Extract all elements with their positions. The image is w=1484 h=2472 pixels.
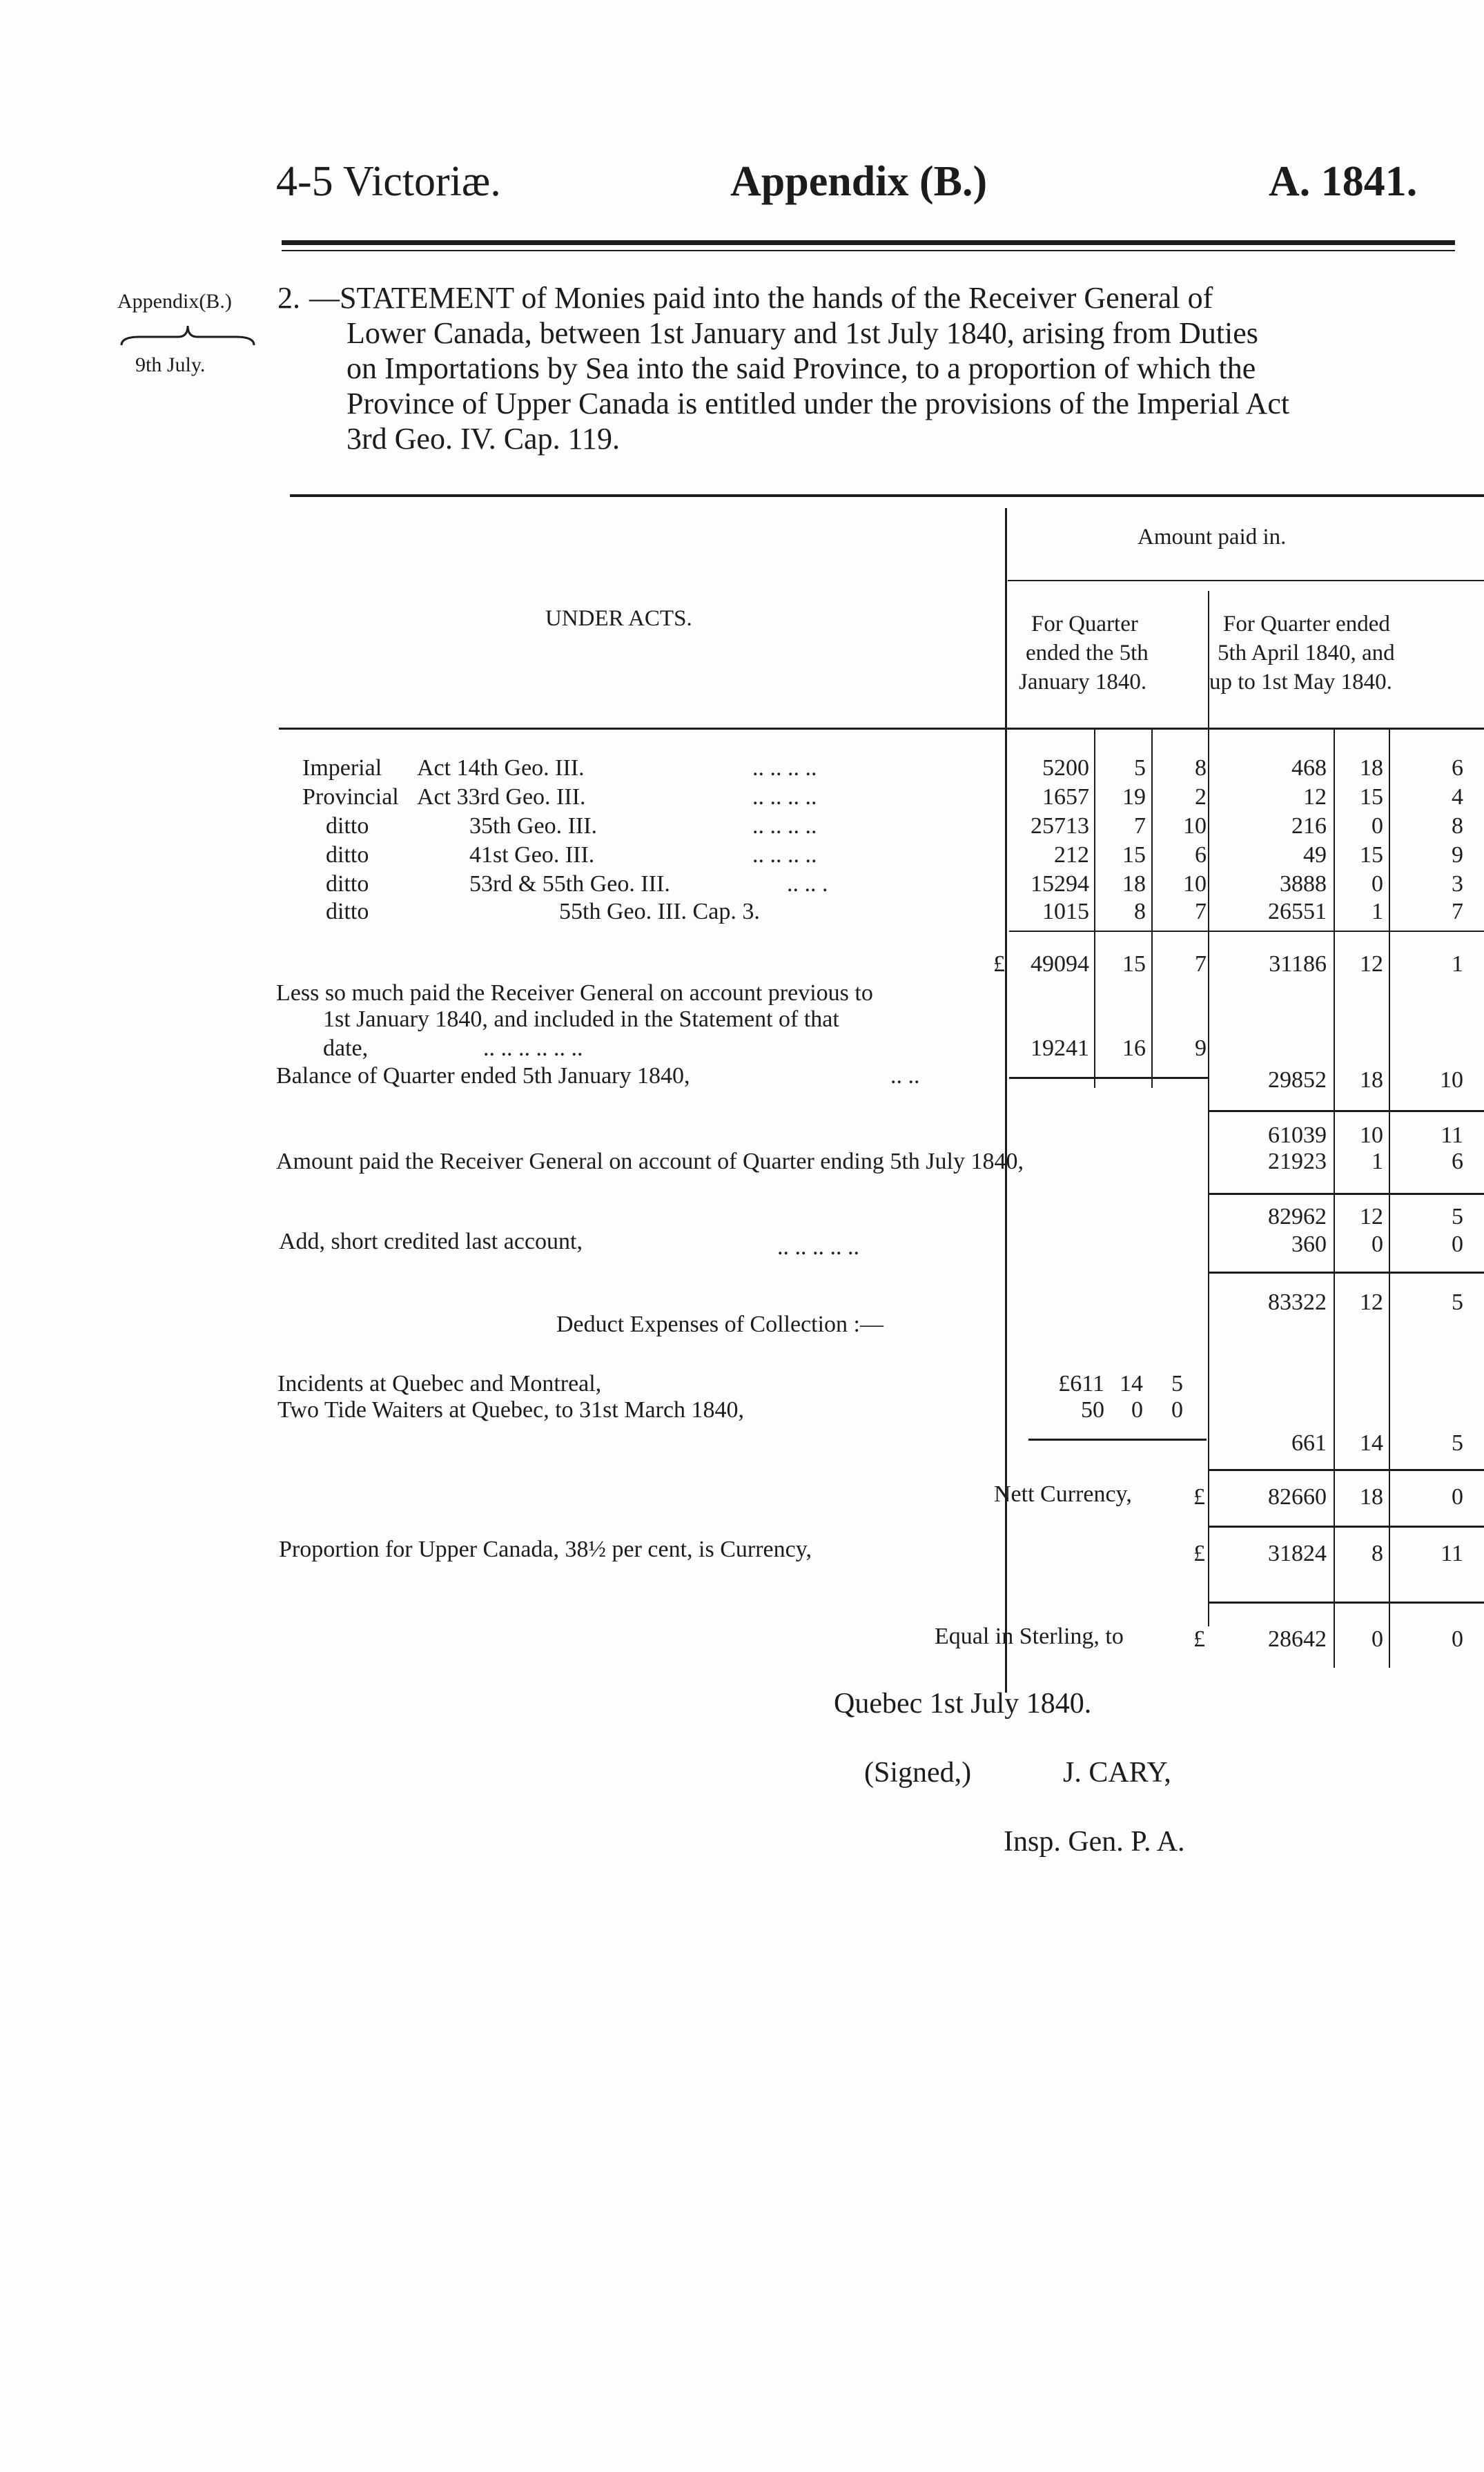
act-6-q1-shillings: 8 <box>1134 899 1146 924</box>
act-2-q1-shillings: 19 <box>1122 784 1146 810</box>
margin-appendix-label: Appendix(B.) <box>117 290 232 313</box>
tide-shillings: 0 <box>1131 1397 1143 1423</box>
intro-line-5: 3rd Geo. IV. Cap. 119. <box>346 422 620 456</box>
proportion-pound-sign: £ <box>1193 1541 1205 1566</box>
totals-q2-shillings: 12 <box>1360 951 1383 977</box>
totals-q1-pounds: 49094 <box>1031 951 1089 977</box>
balance-dots: .. .. <box>890 1063 920 1089</box>
act-1-q2-pence: 6 <box>1452 755 1463 781</box>
act-4-q2-shillings: 15 <box>1360 842 1383 868</box>
under-acts-heading: UNDER ACTS. <box>545 606 692 631</box>
intro-line-3: on Importations by Sea into the said Province, to a proportion of which the <box>346 351 1256 385</box>
tide-pence: 0 <box>1171 1397 1183 1423</box>
amount-paid-heading: Amount paid in. <box>1138 525 1287 549</box>
act-2-q1-pounds: 1657 <box>1042 784 1089 810</box>
balance-q2-shillings: 18 <box>1360 1067 1383 1093</box>
less-line-1: Less so much paid the Receiver General on account previous to <box>276 980 873 1006</box>
acts-total-rule <box>1009 931 1484 932</box>
totals-pound-sign: £ <box>993 951 1005 977</box>
act-3-q1-shillings: 7 <box>1134 813 1146 839</box>
q1-col-line-a <box>1094 729 1095 1088</box>
act-6-q2-pence: 7 <box>1452 899 1463 924</box>
tide-pounds: 50 <box>1081 1397 1104 1423</box>
expenses-rule <box>1028 1439 1207 1441</box>
act-row-6-a: ditto <box>326 899 369 924</box>
act-5-q2-shillings: 0 <box>1371 871 1383 897</box>
statement-number: 2. <box>277 281 300 315</box>
act-3-q2-pence: 8 <box>1452 813 1463 839</box>
act-row-4-b: 41st Geo. III. <box>469 842 595 868</box>
totals-q2-pence: 1 <box>1452 951 1463 977</box>
act-5-q2-pence: 3 <box>1452 871 1463 897</box>
act-row-1-b: Act 14th Geo. III. <box>417 755 585 781</box>
less-line-3: date, <box>323 1035 369 1061</box>
sterling-shillings: 0 <box>1371 1626 1383 1652</box>
q2-header-1: For Quarter ended <box>1223 612 1390 636</box>
subtotal2-pence: 5 <box>1452 1204 1463 1229</box>
header-right: A. 1841. <box>1269 158 1418 205</box>
act-1-q1-pence: 8 <box>1195 755 1207 781</box>
header-rule-thin <box>282 250 1455 251</box>
intro-line-1: —STATEMENT of Monies paid into the hands of the Receiver General of <box>309 281 1213 315</box>
deduct-heading: Deduct Expenses of Collection :— <box>556 1312 884 1337</box>
proportion-pence: 11 <box>1441 1541 1463 1566</box>
tide-label: Two Tide Waiters at Quebec, to 31st March 1840, <box>277 1397 745 1423</box>
subtotal1-pounds: 61039 <box>1268 1122 1327 1148</box>
act-row-1-dots: .. .. .. .. <box>752 755 817 781</box>
act-2-q2-pence: 4 <box>1452 784 1463 810</box>
act-3-q2-pounds: 216 <box>1291 813 1327 839</box>
act-2-q2-pounds: 12 <box>1303 784 1327 810</box>
table-vline-q2 <box>1208 591 1209 1626</box>
add-label: Add, short credited last account, <box>279 1229 583 1254</box>
incidents-pence: 5 <box>1171 1371 1183 1396</box>
act-4-q2-pounds: 49 <box>1303 842 1327 868</box>
q1-col-line-b <box>1151 729 1153 1088</box>
act-row-5-dots: .. .. . <box>787 871 828 897</box>
act-row-3-dots: .. .. .. .. <box>752 813 817 839</box>
sterling-label: Equal in Sterling, to <box>935 1624 1124 1649</box>
act-4-q2-pence: 9 <box>1452 842 1463 868</box>
proportion-rule <box>1209 1526 1484 1528</box>
table-top-rule <box>290 494 1484 497</box>
act-6-q2-pounds: 26551 <box>1268 899 1327 924</box>
balance-q2-pence: 10 <box>1440 1067 1463 1093</box>
totals-q2-pounds: 31186 <box>1269 951 1327 977</box>
table-amount-rule <box>1008 580 1484 581</box>
expenses-shillings: 14 <box>1360 1430 1383 1456</box>
subtotal1-pence: 11 <box>1441 1122 1463 1148</box>
less-q1-pounds: 19241 <box>1031 1035 1089 1061</box>
act-5-q1-shillings: 18 <box>1122 871 1146 897</box>
intro-line-4: Province of Upper Canada is entitled under the provisions of the Imperial Act <box>346 387 1290 420</box>
subtotal2-rule <box>1209 1193 1484 1195</box>
act-5-q2-pounds: 3888 <box>1280 871 1327 897</box>
act-4-q1-shillings: 15 <box>1122 842 1146 868</box>
amount-paid-label: Amount paid the Receiver General on account of Quarter ending 5th July 1840, <box>276 1149 1024 1174</box>
subtotal1-shillings: 10 <box>1360 1122 1383 1148</box>
act-3-q1-pence: 10 <box>1183 813 1207 839</box>
act-row-2-b: Act 33rd Geo. III. <box>417 784 586 810</box>
proportion-pounds: 31824 <box>1268 1541 1327 1566</box>
act-5-q1-pence: 10 <box>1183 871 1207 897</box>
act-5-q1-pounds: 15294 <box>1031 871 1089 897</box>
act-2-q2-shillings: 15 <box>1360 784 1383 810</box>
subtotal2-shillings: 12 <box>1360 1204 1383 1229</box>
act-3-q1-pounds: 25713 <box>1031 813 1089 839</box>
act-row-5-b: 53rd & 55th Geo. III. <box>469 871 670 897</box>
incidents-label: Incidents at Quebec and Montreal, <box>277 1371 602 1396</box>
header-rule-thick <box>282 240 1455 245</box>
expenses-pence: 5 <box>1452 1430 1463 1456</box>
act-1-q1-pounds: 5200 <box>1042 755 1089 781</box>
act-1-q2-shillings: 18 <box>1360 755 1383 781</box>
act-row-2-a: Provincial <box>302 784 399 810</box>
margin-brace <box>119 322 257 349</box>
place-date: Quebec 1st July 1840. <box>834 1688 1092 1720</box>
balance-rule-q1 <box>1009 1077 1208 1079</box>
subtotal2-pounds: 82962 <box>1268 1204 1327 1229</box>
balance-label: Balance of Quarter ended 5th January 1840, <box>276 1063 690 1089</box>
q2-header-2: 5th April 1840, and <box>1218 641 1395 665</box>
act-6-q1-pence: 7 <box>1195 899 1207 924</box>
amount-paid-shillings: 1 <box>1371 1149 1383 1174</box>
subtotal3-shillings: 12 <box>1360 1289 1383 1315</box>
signed-label: (Signed,) <box>864 1757 972 1789</box>
expenses-pounds: 661 <box>1291 1430 1327 1456</box>
q1-header-2: ended the 5th <box>1026 641 1149 665</box>
signatory-name: J. CARY, <box>1063 1757 1171 1789</box>
act-row-5-a: ditto <box>326 871 369 897</box>
act-3-q2-shillings: 0 <box>1371 813 1383 839</box>
signatory-title: Insp. Gen. P. A. <box>1004 1826 1185 1858</box>
sterling-rule <box>1209 1602 1484 1604</box>
intro-line-2: Lower Canada, between 1st January and 1st July 1840, arising from Duties <box>346 316 1258 350</box>
header-left: 4-5 Victoriæ. <box>276 158 501 205</box>
less-q1-shillings: 16 <box>1122 1035 1146 1061</box>
add-shillings: 0 <box>1371 1232 1383 1257</box>
less-dots: .. .. .. .. .. .. <box>483 1035 583 1061</box>
nett-pounds: 82660 <box>1268 1484 1327 1510</box>
proportion-shillings: 8 <box>1371 1541 1383 1566</box>
amount-paid-pence: 6 <box>1452 1149 1463 1174</box>
act-row-6-b: 55th Geo. III. Cap. 3. <box>559 899 760 924</box>
table-vline-main <box>1005 508 1007 1693</box>
add-dots: .. .. .. .. .. <box>777 1234 859 1260</box>
act-4-q1-pounds: 212 <box>1054 842 1089 868</box>
incidents-pounds: £611 <box>1058 1371 1104 1396</box>
table-head-rule <box>279 728 1484 730</box>
subtotal3-rule <box>1209 1272 1484 1274</box>
act-row-4-a: ditto <box>326 842 369 868</box>
act-row-1-a: Imperial <box>302 755 382 781</box>
nett-label: Nett Currency, <box>994 1481 1132 1507</box>
subtotal3-pence: 5 <box>1452 1289 1463 1315</box>
act-2-q1-pence: 2 <box>1195 784 1207 810</box>
nett-pound-sign: £ <box>1193 1484 1205 1510</box>
act-row-3-a: ditto <box>326 813 369 839</box>
act-6-q2-shillings: 1 <box>1371 899 1383 924</box>
act-1-q2-pounds: 468 <box>1291 755 1327 781</box>
add-pence: 0 <box>1452 1232 1463 1257</box>
q1-header-3: January 1840. <box>1019 670 1147 694</box>
act-row-2-dots: .. .. .. .. <box>752 784 817 810</box>
nett-rule <box>1209 1469 1484 1471</box>
nett-shillings: 18 <box>1360 1484 1383 1510</box>
totals-q1-shillings: 15 <box>1122 951 1146 977</box>
less-line-2: 1st January 1840, and included in the Statement of that <box>323 1006 839 1032</box>
subtotal1-rule <box>1209 1110 1484 1112</box>
margin-date: 9th July. <box>135 353 206 376</box>
sterling-pounds: 28642 <box>1268 1626 1327 1652</box>
add-pounds: 360 <box>1291 1232 1327 1257</box>
act-1-q1-shillings: 5 <box>1134 755 1146 781</box>
balance-q2-pounds: 29852 <box>1268 1067 1327 1093</box>
act-6-q1-pounds: 1015 <box>1042 899 1089 924</box>
sterling-pence: 0 <box>1452 1626 1463 1652</box>
less-q1-pence: 9 <box>1195 1035 1207 1061</box>
q1-header-1: For Quarter <box>1031 612 1138 636</box>
totals-q1-pence: 7 <box>1195 951 1207 977</box>
subtotal3-pounds: 83322 <box>1268 1289 1327 1315</box>
q2-header-3: up to 1st May 1840. <box>1209 670 1392 694</box>
act-row-3-b: 35th Geo. III. <box>469 813 598 839</box>
act-4-q1-pence: 6 <box>1195 842 1207 868</box>
header-center: Appendix (B.) <box>730 158 988 205</box>
nett-pence: 0 <box>1452 1484 1463 1510</box>
sterling-pound-sign: £ <box>1193 1626 1205 1652</box>
incidents-shillings: 14 <box>1120 1371 1143 1396</box>
act-row-4-dots: .. .. .. .. <box>752 842 817 868</box>
proportion-label: Proportion for Upper Canada, 38½ per cent, is Currency, <box>279 1537 812 1562</box>
amount-paid-pounds: 21923 <box>1268 1149 1327 1174</box>
